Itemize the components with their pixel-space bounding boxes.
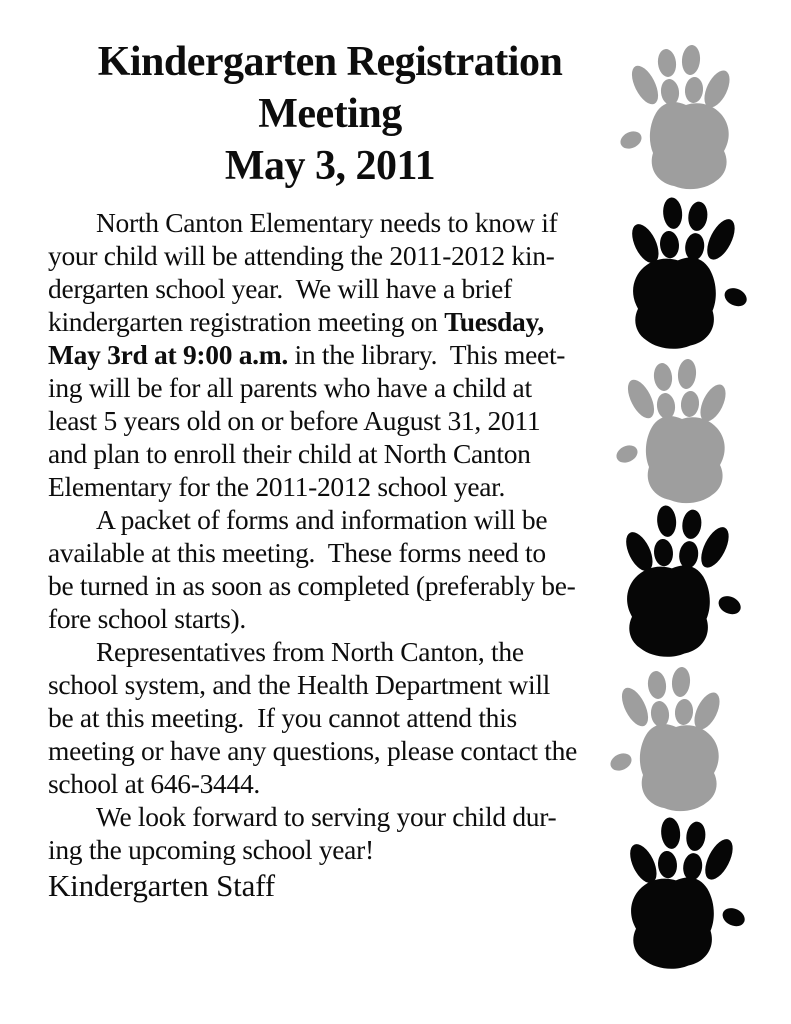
body-line bbox=[48, 536, 622, 569]
body-line bbox=[48, 305, 622, 338]
black-handprint-icon bbox=[616, 198, 744, 348]
bold-text: Tuesday, bbox=[444, 306, 544, 337]
body-line bbox=[48, 404, 622, 437]
body-line bbox=[48, 272, 622, 305]
title-line-1: Kindergarten Registration bbox=[97, 39, 563, 85]
body-line bbox=[48, 602, 622, 635]
signature: Kindergarten Staff bbox=[48, 868, 275, 903]
text-run: be turned in as soon as completed (preferably be- bbox=[48, 570, 576, 601]
body-line bbox=[48, 569, 622, 602]
text-run: your child will be attending the 2011-2012 kin- bbox=[48, 240, 555, 271]
text-run: available at this meeting. These forms need to bbox=[48, 537, 546, 568]
text-run: ing the upcoming school year! bbox=[48, 834, 374, 865]
body-line bbox=[48, 239, 622, 272]
text-run: be at this meeting. If you cannot attend this bbox=[48, 702, 517, 733]
text-run: A packet of forms and information will be bbox=[96, 504, 548, 535]
body-line bbox=[48, 371, 622, 404]
text-run: school at 646-3444. bbox=[48, 768, 260, 799]
gray-handprint-icon bbox=[610, 664, 738, 814]
text-run: and plan to enroll their child at North Canton bbox=[48, 438, 531, 469]
gray-handprint-icon bbox=[616, 356, 744, 506]
body-line bbox=[48, 833, 622, 866]
text-run: ing will be for all parents who have a child at bbox=[48, 372, 532, 403]
text-run: North Canton Elementary needs to know if bbox=[96, 207, 558, 238]
body-text bbox=[48, 206, 622, 904]
body-line bbox=[48, 734, 622, 767]
body-line bbox=[48, 701, 622, 734]
body-line bbox=[48, 437, 622, 470]
text-run: We look forward to serving your child dur- bbox=[96, 801, 557, 832]
text-run: Representatives from North Canton, the bbox=[96, 636, 524, 667]
body-line bbox=[48, 635, 622, 668]
body-line bbox=[48, 206, 622, 239]
body-line bbox=[48, 338, 622, 371]
text-run: least 5 years old on or before August 31, 2011 bbox=[48, 405, 541, 436]
text-run: school system, and the Health Department will bbox=[48, 669, 551, 700]
body-line bbox=[48, 503, 622, 536]
body-line bbox=[48, 668, 622, 701]
flyer-title bbox=[44, 36, 616, 192]
title-line-3: May 3, 2011 bbox=[224, 143, 436, 189]
gray-handprint-icon bbox=[620, 42, 748, 192]
text-run: fore school starts). bbox=[48, 603, 246, 634]
text-run: kindergarten registration meeting on bbox=[48, 306, 445, 337]
title-line-2: Meeting bbox=[258, 91, 402, 137]
black-handprint-icon bbox=[614, 818, 742, 968]
black-handprint-icon bbox=[610, 506, 738, 656]
bold-text: May 3rd at 9:00 a.m. bbox=[48, 339, 288, 370]
text-run: Elementary for the 2011-2012 school year. bbox=[48, 471, 506, 502]
text-run: meeting or have any questions, please contact the bbox=[48, 735, 578, 766]
body-line bbox=[48, 470, 622, 503]
text-run: dergarten school year. We will have a brief bbox=[48, 273, 512, 304]
body-line bbox=[48, 767, 622, 800]
text-run: in the library. This meet- bbox=[287, 339, 566, 370]
body-paragraphs bbox=[48, 206, 622, 866]
body-line bbox=[48, 800, 622, 833]
